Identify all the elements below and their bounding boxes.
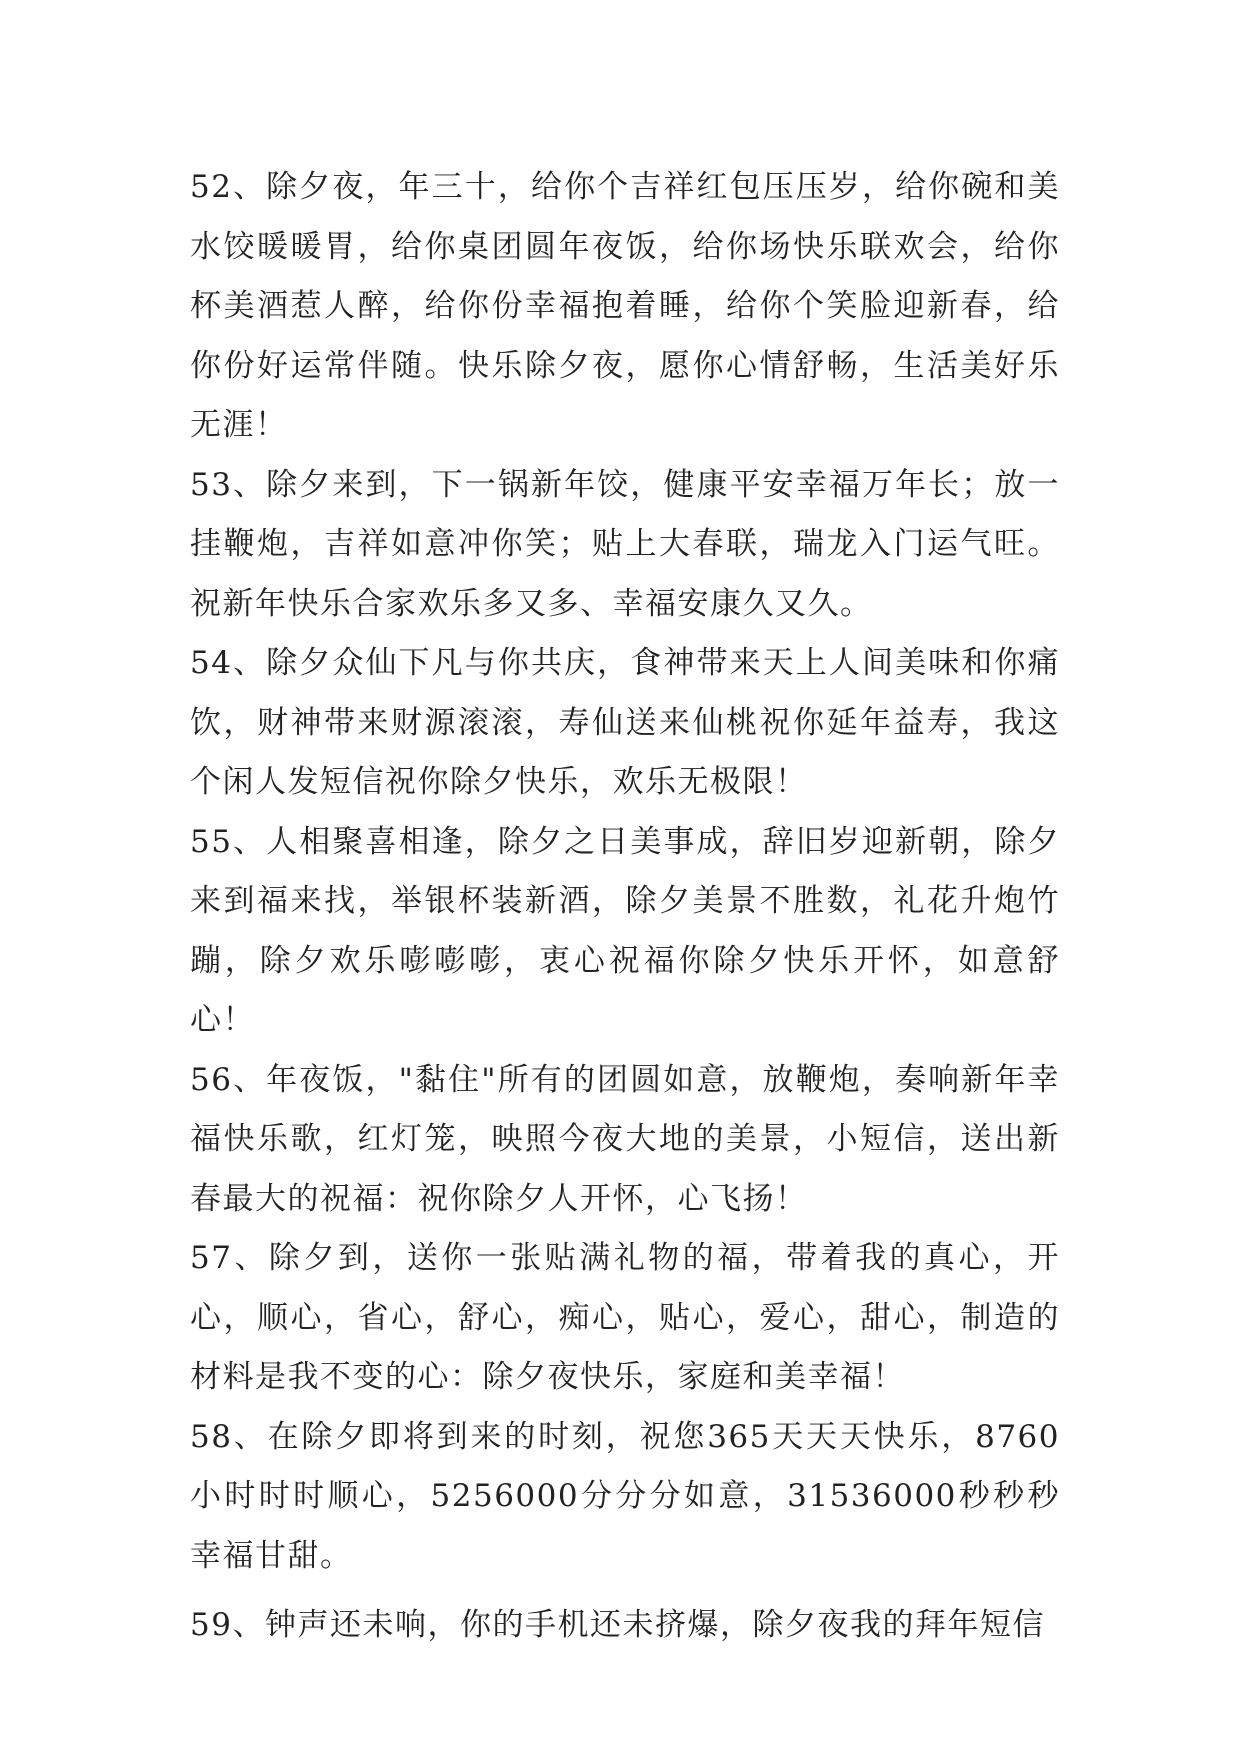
document-body [190, 158, 1060, 1656]
paragraph-57: 57、除夕到，送你一张贴满礼物的福，带着我的真心，开心，顺心，省心，舒心，痴心，贴心，爱心，甜心，制造的材料是我不变的心：除夕夜快乐，家庭和美幸福！ [190, 1240, 1060, 1395]
paragraph-55: 55、人相聚喜相逢，除夕之日美事成，辞旧岁迎新朝，除夕来到福来找，举银杯装新酒，除夕美景不胜数，礼花升炮竹蹦，除夕欢乐嘭嘭嘭，衷心祝福你除夕快乐开怀，如意舒心！ [190, 823, 1060, 1038]
paragraph-54: 54、除夕众仙下凡与你共庆，食神带来天上人间美味和你痛饮，财神带来财源滚滚，寿仙送来仙桃祝你延年益寿，我这个闲人发短信祝你除夕快乐，欢乐无极限！ [190, 645, 1060, 800]
paragraph-58: 58、在除夕即将到来的时刻，祝您365天天天快乐，8760小时时时顺心，5256000分分分如意，31536000秒秒秒幸福甘甜。 [190, 1418, 1060, 1574]
paragraph-56: 56、年夜饭，"黏住"所有的团圆如意，放鞭炮，奏响新年幸福快乐歌，红灯笼，映照今夜大地的美景，小短信，送出新春最大的祝福：祝你除夕人开怀，心飞扬！ [190, 1061, 1060, 1217]
paragraph-52: 52、除夕夜，年三十，给你个吉祥红包压压岁，给你碗和美水饺暖暖胃，给你桌团圆年夜饭，给你场快乐联欢会，给你杯美酒惹人醉，给你份幸福抱着睡，给你个笑脸迎新春，给你份好运常伴随。快乐除夕夜，愿你心情舒畅，生活美好乐无涯！ [190, 169, 1060, 443]
paragraph-53: 53、除夕来到，下一锅新年饺，健康平安幸福万年长；放一挂鞭炮，吉祥如意冲你笑；贴上大春联，瑞龙入门运气旺。祝新年快乐合家欢乐多又多、幸福安康久又久。 [190, 466, 1060, 622]
paragraph-59: 59、钟声还未响，你的手机还未挤爆，除夕夜我的拜年短信 [190, 1607, 1045, 1643]
